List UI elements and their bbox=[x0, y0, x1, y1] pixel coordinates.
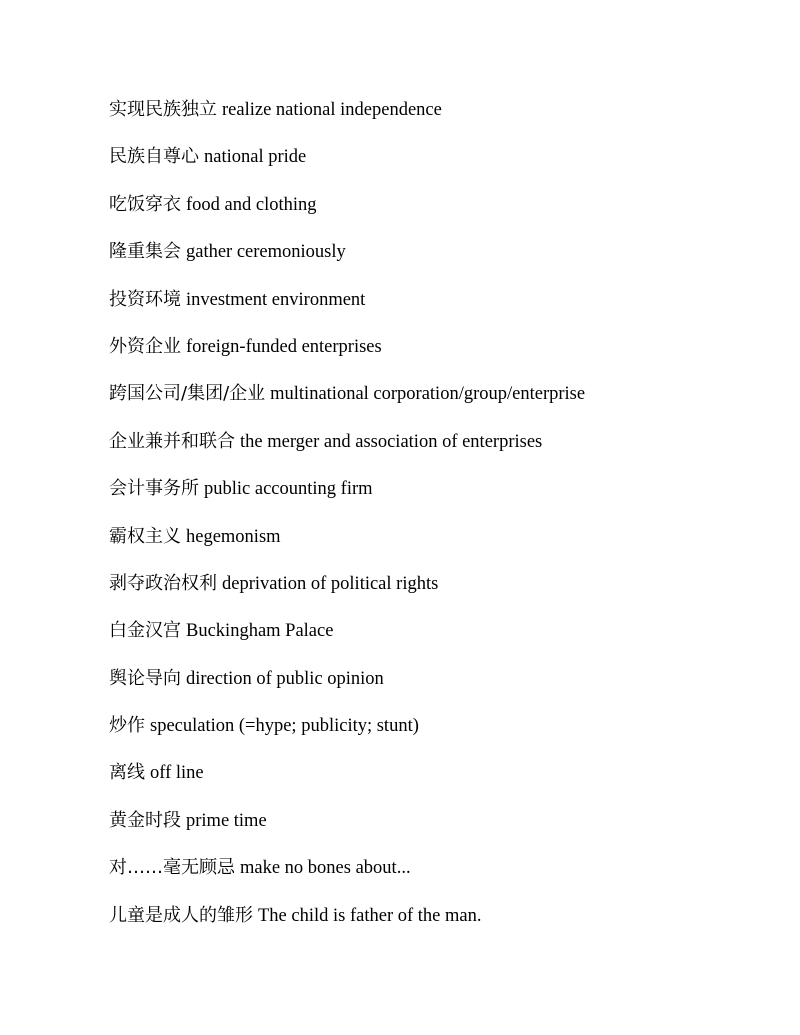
english-term: hegemonism bbox=[186, 526, 281, 547]
glossary-entry bbox=[109, 854, 585, 901]
chinese-term: 对……毫无顾忌 bbox=[109, 857, 235, 879]
chinese-term: 霸权主义 bbox=[109, 525, 181, 547]
glossary-entry bbox=[109, 333, 585, 380]
english-term: gather ceremoniously bbox=[186, 242, 346, 263]
chinese-term: 吃饭穿衣 bbox=[109, 193, 181, 215]
glossary-entry bbox=[109, 807, 585, 854]
glossary-entry bbox=[109, 428, 585, 475]
glossary-entry bbox=[109, 286, 585, 333]
english-term: multinational corporation/group/enterprise bbox=[270, 384, 586, 405]
english-term: direction of public opinion bbox=[186, 668, 384, 689]
chinese-term: 炒作 bbox=[109, 715, 145, 737]
english-term: The child is father of the man. bbox=[258, 905, 482, 926]
glossary-entry bbox=[109, 191, 585, 238]
chinese-term: 离线 bbox=[109, 762, 145, 784]
glossary-entry bbox=[109, 523, 585, 570]
chinese-term: 外资企业 bbox=[109, 335, 181, 357]
glossary-entry bbox=[109, 143, 585, 190]
glossary-entry bbox=[109, 665, 585, 712]
english-term: the merger and association of enterprises bbox=[240, 431, 543, 452]
chinese-term: 实现民族独立 bbox=[109, 99, 217, 120]
chinese-term: 民族自尊心 bbox=[109, 146, 199, 168]
chinese-term: 剥夺政治权利 bbox=[109, 572, 217, 594]
glossary-entry bbox=[109, 617, 585, 664]
english-term: foreign-funded enterprises bbox=[186, 336, 382, 357]
glossary-entry bbox=[109, 380, 585, 427]
glossary-entry bbox=[109, 712, 585, 759]
english-term: off line bbox=[150, 763, 204, 784]
chinese-term: 投资环境 bbox=[109, 288, 181, 310]
english-term: investment environment bbox=[186, 289, 366, 310]
english-term: prime time bbox=[186, 810, 267, 831]
glossary-list bbox=[109, 96, 585, 949]
chinese-term: 隆重集会 bbox=[109, 241, 181, 263]
chinese-term: 黄金时段 bbox=[109, 809, 181, 831]
english-term: realize national independence bbox=[222, 100, 442, 120]
glossary-entry bbox=[109, 475, 585, 522]
glossary-entry bbox=[109, 96, 585, 143]
glossary-entry bbox=[109, 759, 585, 806]
chinese-term: 舆论导向 bbox=[109, 667, 181, 689]
english-term: public accounting firm bbox=[204, 479, 373, 500]
chinese-term: 跨国公司/集团/企业 bbox=[109, 383, 266, 405]
chinese-term: 儿童是成人的雏形 bbox=[109, 904, 253, 926]
chinese-term: 会计事务所 bbox=[109, 478, 199, 500]
english-term: deprivation of political rights bbox=[222, 573, 439, 594]
chinese-term: 企业兼并和联合 bbox=[109, 430, 235, 452]
glossary-entry bbox=[109, 570, 585, 617]
english-term: national pride bbox=[204, 147, 307, 168]
english-term: speculation (=hype; publicity; stunt) bbox=[150, 716, 419, 737]
glossary-entry bbox=[109, 238, 585, 285]
english-term: Buckingham Palace bbox=[186, 621, 334, 642]
english-term: make no bones about... bbox=[240, 858, 411, 879]
glossary-entry bbox=[109, 902, 585, 949]
chinese-term: 白金汉宫 bbox=[109, 620, 181, 642]
english-term: food and clothing bbox=[186, 194, 317, 215]
